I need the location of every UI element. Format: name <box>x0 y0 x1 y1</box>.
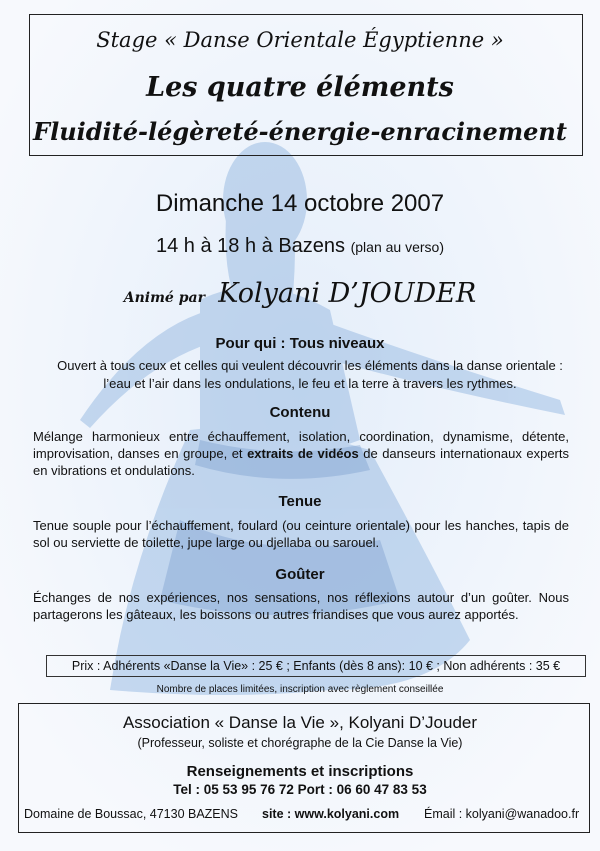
email-link[interactable]: Émail : kolyani@wanadoo.fr <box>424 807 580 821</box>
theme-subtitle: Fluidité-légèreté-énergie-enracinement <box>33 117 567 146</box>
animator-name: Kolyani D’JOUDER <box>218 278 477 309</box>
animator-line <box>0 278 600 309</box>
pour-qui-heading: Pour qui : Tous niveaux <box>215 335 385 352</box>
pour-qui-line2: l’eau et l’air dans les ondulations, le feu et la terre à travers les rythmes. <box>103 376 517 391</box>
contenu-text-after: de danseurs internationaux experts en vibrations et ondulations. <box>33 446 569 478</box>
contenu-text <box>33 428 569 479</box>
gouter-text: Échanges de nos expériences, nos sensations, nos réflexions autour d’un goûter. Nous partagerons les gâteaux, les boissons ou autres friandises que vous aurez apportés. <box>33 590 569 622</box>
professeur-note: (Professeur, soliste et chorégraphe de la Cie Danse la Vie) <box>137 736 463 750</box>
animator-label: Animé par <box>123 290 205 306</box>
association-name: Association « Danse la Vie », Kolyani D’Jouder <box>122 713 478 732</box>
pour-qui-line1: Ouvert à tous ceux et celles qui veulent découvrir les éléments dans la danse orientale : <box>57 358 563 373</box>
tenue-text: Tenue souple pour l’échauffement, foulard (ou ceinture orientale) pour les hanches, tapis de sol ou serviette de toilette, jupe large ou djellaba ou sarouel. <box>33 518 569 550</box>
event-time-place <box>0 235 600 258</box>
phone-numbers: Tel : 05 53 95 76 72 Port : 06 60 47 83 53 <box>173 782 427 797</box>
plan-note: (plan au verso) <box>350 239 444 255</box>
contenu-heading: Contenu <box>269 404 331 421</box>
gouter-heading: Goûter <box>275 566 325 583</box>
time-place-text: 14 h à 18 h à Bazens <box>156 235 346 257</box>
theme-title: Les quatre éléments <box>146 72 454 103</box>
price-box: Prix : Adhérents «Danse la Vie» : 25 € ; Enfants (dès 8 ans): 10 € ; Non adhérents : 35 € <box>46 655 586 677</box>
event-date: Dimanche 14 octobre 2007 <box>155 190 445 217</box>
contenu-text-before: Mélange harmonieux entre échauffement, isolation, coordination, dynamisme, détente, improvisation, danses en groupe, et <box>33 429 569 461</box>
website-link[interactable]: site : www.kolyani.com <box>262 807 400 821</box>
contenu-text-bold: extraits de vidéos <box>247 446 359 461</box>
tenue-heading: Tenue <box>278 493 322 510</box>
places-note: Nombre de places limitées, inscription avec règlement conseillée <box>156 684 444 695</box>
renseignements-heading: Renseignements et inscriptions <box>186 763 414 780</box>
stage-title: Stage « Danse Orientale Égyptienne » <box>96 28 504 52</box>
address: Domaine de Boussac, 47130 BAZENS <box>24 807 239 821</box>
